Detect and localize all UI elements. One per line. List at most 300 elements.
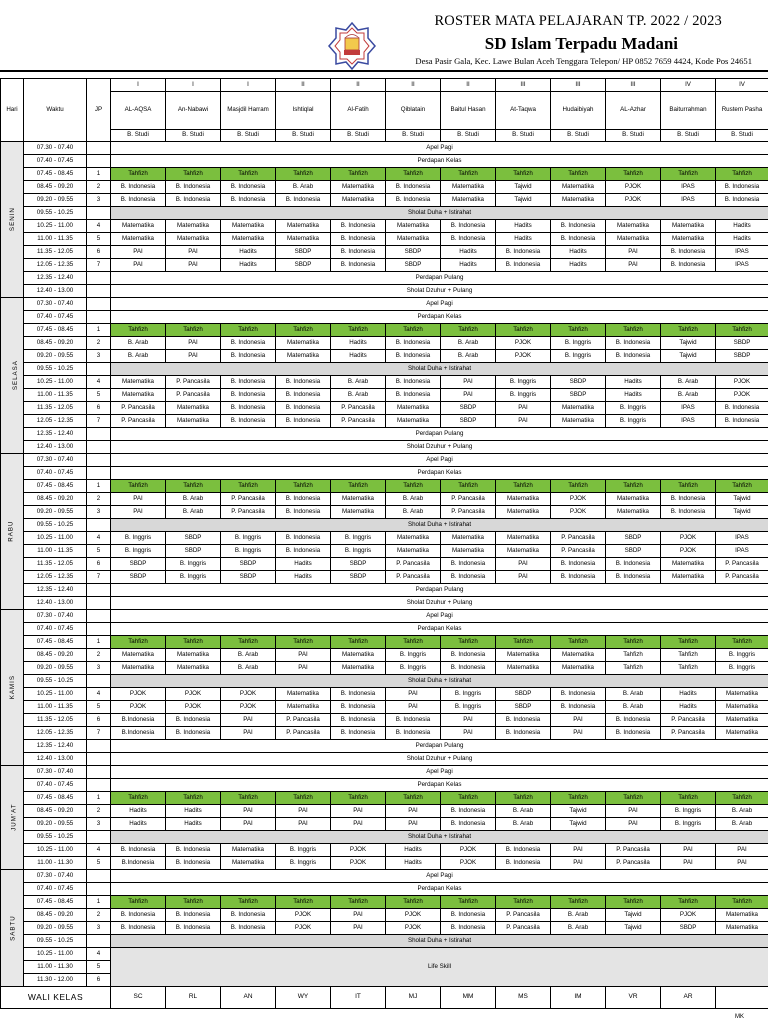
subject-cell: Hadits xyxy=(496,220,551,233)
subject-cell: Matematika xyxy=(496,662,551,675)
subject-cell: P. Pancasila xyxy=(551,532,606,545)
subject-cell: Tahfizh xyxy=(496,480,551,493)
subject-cell: B. Indonesia xyxy=(441,818,496,831)
subject-cell: Tahfizh xyxy=(606,792,661,805)
subject-cell: P. Pancasila xyxy=(441,506,496,519)
activity-note: Sholat Dzuhur + Pulang xyxy=(111,753,768,766)
schedule-row xyxy=(1,324,768,337)
schedule-row xyxy=(1,207,768,220)
schedule-row xyxy=(1,363,768,376)
subject-cell: B. Arab xyxy=(496,818,551,831)
schedule-row xyxy=(1,220,768,233)
time-slot: 09.55 - 10.25 xyxy=(24,363,87,376)
jp-cell xyxy=(87,831,111,844)
activity-note: Apel Pagi xyxy=(111,870,768,883)
subject-cell: B. Arab xyxy=(221,662,276,675)
subject-cell: Tahfizh xyxy=(166,896,221,909)
subject-cell: Hadits xyxy=(606,389,661,402)
subject-cell: PJOK xyxy=(606,181,661,194)
subject-cell: Matematika xyxy=(496,532,551,545)
subject-cell: Matematika xyxy=(386,415,441,428)
subject-cell: Matematika xyxy=(276,350,331,363)
class-level: II xyxy=(386,79,441,92)
page-header xyxy=(0,0,768,70)
subject-cell: Tahfizh xyxy=(166,168,221,181)
subject-cell: Matematika xyxy=(716,727,768,740)
schedule-row xyxy=(1,545,768,558)
subject-cell: SBDP xyxy=(716,350,768,363)
school-name: SD Islam Terpadu Madani xyxy=(484,34,678,53)
subject-cell: PAI xyxy=(276,649,331,662)
subject-cell: Matematika xyxy=(441,545,496,558)
jp-cell xyxy=(87,766,111,779)
wali-kelas-code: MM xyxy=(441,987,496,1009)
subject-cell: B. Indonesia xyxy=(331,220,386,233)
subject-cell: B. Arab xyxy=(551,909,606,922)
subject-cell: SBDP xyxy=(111,571,166,584)
class-name: At-Taqwa xyxy=(496,92,551,130)
subject-cell: B. Inggris xyxy=(111,532,166,545)
subject-cell: SBDP xyxy=(551,389,606,402)
jp-cell: 5 xyxy=(87,545,111,558)
subject-cell: IPAS xyxy=(661,181,716,194)
subject-cell: PAI xyxy=(111,506,166,519)
header-row-levels xyxy=(1,79,768,92)
day-label xyxy=(1,610,24,766)
subject-cell: B. Inggris xyxy=(716,662,768,675)
subject-cell: Matematika xyxy=(716,701,768,714)
class-level: II xyxy=(441,79,496,92)
subject-cell: Tajwid xyxy=(661,350,716,363)
jp-cell xyxy=(87,155,111,168)
subject-cell: B. Indonesia xyxy=(331,233,386,246)
subject-cell: Matematika xyxy=(441,194,496,207)
subject-cell: B. Arab xyxy=(276,181,331,194)
subject-cell: PJOK xyxy=(661,545,716,558)
time-slot: 11.35 - 12.05 xyxy=(24,558,87,571)
subject-cell: PJOK xyxy=(166,701,221,714)
subject-cell: Tahfizh xyxy=(111,636,166,649)
schedule-row xyxy=(1,142,768,155)
subject-cell: PAI xyxy=(111,246,166,259)
subject-cell: P. Pancasila xyxy=(386,571,441,584)
subject-cell: B. Indonesia xyxy=(496,844,551,857)
jp-cell xyxy=(87,467,111,480)
subject-cell: PAI xyxy=(441,727,496,740)
time-slot: 07.30 - 07.40 xyxy=(24,142,87,155)
subject-cell: B. Indonesia xyxy=(551,688,606,701)
schedule-row xyxy=(1,558,768,571)
subject-cell: Matematika xyxy=(551,662,606,675)
schedule-row xyxy=(1,272,768,285)
subject-cell: PJOK xyxy=(661,909,716,922)
subject-cell: B. Inggris xyxy=(496,389,551,402)
time-slot: 08.45 - 09.20 xyxy=(24,909,87,922)
subject-cell: SBDP xyxy=(606,545,661,558)
subject-cell: B. Indonesia xyxy=(221,181,276,194)
class-name: Masjdil Harram xyxy=(221,92,276,130)
activity-note: Perdapan Pulang xyxy=(111,428,768,441)
subject-cell: PAI xyxy=(276,662,331,675)
subject-cell: B. Indonesia xyxy=(606,350,661,363)
subject-cell: B. Indonesia xyxy=(441,220,496,233)
subject-cell: B. Arab xyxy=(661,376,716,389)
day-label xyxy=(1,454,24,610)
subject-cell: PAI xyxy=(331,922,386,935)
subject-cell: Tahfizh xyxy=(166,324,221,337)
subject-cell: Hadits xyxy=(496,233,551,246)
jp-cell: 2 xyxy=(87,181,111,194)
subject-cell: PJOK xyxy=(331,844,386,857)
activity-note: Sholat Duha + Istirahat xyxy=(111,363,768,376)
subject-cell: IPAS xyxy=(661,194,716,207)
jp-cell: 6 xyxy=(87,558,111,571)
subject-cell: P. Pancasila xyxy=(551,545,606,558)
subject-cell: Hadits xyxy=(276,571,331,584)
subject-cell: Matematika xyxy=(331,194,386,207)
jp-cell: 2 xyxy=(87,649,111,662)
schedule-row xyxy=(1,571,768,584)
subject-cell: P. Pancasila xyxy=(111,402,166,415)
subject-cell: P. Pancasila xyxy=(496,909,551,922)
subject-cell: SBDP xyxy=(496,688,551,701)
subject-cell: B. Indonesia xyxy=(606,727,661,740)
subject-cell: Tahfizh xyxy=(331,792,386,805)
subject-cell: Tahfizh xyxy=(661,480,716,493)
activity-note: Perdapan Pulang xyxy=(111,740,768,753)
subject-cell: B. Indonesia xyxy=(441,558,496,571)
subject-cell: SBDP xyxy=(551,376,606,389)
subject-cell: SBDP xyxy=(716,337,768,350)
subject-cell: B. Indonesia xyxy=(221,402,276,415)
subject-cell: Tahfizh xyxy=(716,168,768,181)
bidang-studi-label: B. Studi xyxy=(386,130,441,142)
class-name: Hudaibiyah xyxy=(551,92,606,130)
subject-cell: B. Indonesia xyxy=(166,909,221,922)
subject-cell: B. Indonesia xyxy=(551,233,606,246)
subject-cell: B. Indonesia xyxy=(331,714,386,727)
subject-cell: B. Indonesia xyxy=(166,181,221,194)
activity-note: Sholat Dzuhur + Pulang xyxy=(111,285,768,298)
time-slot: 11.35 - 12.05 xyxy=(24,246,87,259)
subject-cell: PJOK xyxy=(551,493,606,506)
time-slot: 07.40 - 07.45 xyxy=(24,883,87,896)
class-level: IV xyxy=(661,79,716,92)
time-slot: 12.35 - 12.40 xyxy=(24,584,87,597)
subject-cell: B. Arab xyxy=(441,350,496,363)
schedule-row xyxy=(1,259,768,272)
subject-cell: B. Inggris xyxy=(166,558,221,571)
schedule-row xyxy=(1,428,768,441)
subject-cell: PJOK xyxy=(276,922,331,935)
subject-cell: Hadits xyxy=(551,246,606,259)
time-slot: 12.35 - 12.40 xyxy=(24,740,87,753)
subject-cell: B. Indonesia xyxy=(441,649,496,662)
time-slot: 12.05 - 12.35 xyxy=(24,571,87,584)
subject-cell: Hadits xyxy=(276,558,331,571)
day-name: SELASA xyxy=(11,360,19,391)
subject-cell: B. Indonesia xyxy=(496,857,551,870)
subject-cell: B. Indonesia xyxy=(221,909,276,922)
subject-cell: Hadits xyxy=(386,844,441,857)
schedule-row xyxy=(1,389,768,402)
subject-cell: SBDP xyxy=(386,246,441,259)
subject-cell: PJOK xyxy=(386,909,441,922)
jp-cell: 7 xyxy=(87,415,111,428)
subject-cell: Matematika xyxy=(166,233,221,246)
subject-cell: B. Inggris xyxy=(111,545,166,558)
subject-cell: B.Indonesia xyxy=(111,727,166,740)
schedule-row xyxy=(1,909,768,922)
subject-cell: Matematika xyxy=(661,220,716,233)
subject-cell: Matematika xyxy=(111,233,166,246)
subject-cell: Tajwid xyxy=(716,493,768,506)
life-skill-block: Life Skill xyxy=(111,948,768,987)
subject-cell: B. Indonesia xyxy=(716,402,768,415)
subject-cell: B. Indonesia xyxy=(386,727,441,740)
jp-cell xyxy=(87,207,111,220)
subject-cell: IPAS xyxy=(661,415,716,428)
subject-cell: Matematika xyxy=(386,545,441,558)
subject-cell: B. Indonesia xyxy=(276,402,331,415)
subject-cell: B. Indonesia xyxy=(276,493,331,506)
schedule-row xyxy=(1,519,768,532)
subject-cell: B. Indonesia xyxy=(221,389,276,402)
jp-cell: 7 xyxy=(87,571,111,584)
subject-cell: B. Inggris xyxy=(441,701,496,714)
class-level: I xyxy=(221,79,276,92)
subject-cell: Hadits xyxy=(166,805,221,818)
subject-cell: SBDP xyxy=(441,402,496,415)
subject-cell: Hadits xyxy=(551,259,606,272)
subject-cell: PJOK xyxy=(221,701,276,714)
schedule-row xyxy=(1,688,768,701)
schedule-row xyxy=(1,454,768,467)
time-slot: 09.20 - 09.55 xyxy=(24,818,87,831)
schedule-row xyxy=(1,415,768,428)
schedule-row xyxy=(1,311,768,324)
subject-cell: Tahfizh xyxy=(386,792,441,805)
subject-cell: B. Indonesia xyxy=(331,688,386,701)
subject-cell: Matematika xyxy=(716,909,768,922)
subject-cell: B. Indonesia xyxy=(166,857,221,870)
subject-cell: Tahfizh xyxy=(331,636,386,649)
jp-cell xyxy=(87,441,111,454)
schedule-row xyxy=(1,402,768,415)
time-slot: 07.45 - 08.45 xyxy=(24,636,87,649)
activity-note: Perdapan Kelas xyxy=(111,883,768,896)
subject-cell: B. Indonesia xyxy=(441,922,496,935)
subject-cell: B. Indonesia xyxy=(276,545,331,558)
subject-cell: Matematika xyxy=(386,220,441,233)
subject-cell: B.Indonesia xyxy=(111,714,166,727)
subject-cell: P. Pancasila xyxy=(221,493,276,506)
subject-cell: Matematika xyxy=(331,662,386,675)
subject-cell: Matematika xyxy=(166,415,221,428)
jp-cell xyxy=(87,272,111,285)
subject-cell: PAI xyxy=(496,415,551,428)
subject-cell: P. Pancasila xyxy=(716,571,768,584)
subject-cell: PJOK xyxy=(441,857,496,870)
jp-header: JP xyxy=(87,79,111,142)
jp-cell: 3 xyxy=(87,922,111,935)
subject-cell: B. Indonesia xyxy=(551,571,606,584)
jp-cell: 2 xyxy=(87,337,111,350)
time-slot: 12.40 - 13.00 xyxy=(24,285,87,298)
subject-cell: B. Indonesia xyxy=(386,181,441,194)
jp-cell: 4 xyxy=(87,844,111,857)
subject-cell: B. Indonesia xyxy=(221,337,276,350)
time-slot: 12.40 - 13.00 xyxy=(24,441,87,454)
time-slot: 08.45 - 09.20 xyxy=(24,493,87,506)
time-slot: 07.30 - 07.40 xyxy=(24,870,87,883)
subject-cell: P. Pancasila xyxy=(661,714,716,727)
subject-cell: B. Inggris xyxy=(661,805,716,818)
jp-cell: 5 xyxy=(87,961,111,974)
schedule-row xyxy=(1,441,768,454)
subject-cell: Tahfizh xyxy=(496,636,551,649)
bidang-studi-label: B. Studi xyxy=(496,130,551,142)
subject-cell: Tahfizh xyxy=(221,636,276,649)
schedule-row xyxy=(1,285,768,298)
subject-cell: B. Indonesia xyxy=(441,909,496,922)
bidang-studi-label: B. Studi xyxy=(661,130,716,142)
subject-cell: Matematika xyxy=(221,220,276,233)
subject-cell: SBDP xyxy=(276,259,331,272)
time-slot: 09.55 - 10.25 xyxy=(24,935,87,948)
subject-cell: Tahfizh xyxy=(551,792,606,805)
time-slot: 11.00 - 11.35 xyxy=(24,389,87,402)
subject-cell: Matematika xyxy=(276,337,331,350)
subject-cell: Hadits xyxy=(716,233,768,246)
activity-note: Perdapan Kelas xyxy=(111,623,768,636)
time-slot: 07.30 - 07.40 xyxy=(24,298,87,311)
subject-cell: PAI xyxy=(496,402,551,415)
wali-kelas-code: MJ xyxy=(386,987,441,1009)
jp-cell xyxy=(87,883,111,896)
time-slot: 07.45 - 08.45 xyxy=(24,480,87,493)
jp-cell: 3 xyxy=(87,818,111,831)
time-slot: 11.30 - 12.00 xyxy=(24,974,87,987)
class-level: III xyxy=(496,79,551,92)
subject-cell: IPAS xyxy=(716,545,768,558)
subject-cell: Matematika xyxy=(551,649,606,662)
subject-cell: SBDP xyxy=(331,571,386,584)
jp-cell: 1 xyxy=(87,792,111,805)
subject-cell: Matematika xyxy=(111,649,166,662)
subject-cell: P. Pancasila xyxy=(111,415,166,428)
jp-cell: 4 xyxy=(87,532,111,545)
subject-cell: Matematika xyxy=(276,701,331,714)
subject-cell: Hadits xyxy=(441,259,496,272)
subject-cell: IPAS xyxy=(716,532,768,545)
time-slot: 07.45 - 08.45 xyxy=(24,896,87,909)
jp-cell xyxy=(87,428,111,441)
subject-cell: Matematika xyxy=(606,220,661,233)
subject-cell: Matematika xyxy=(716,688,768,701)
subject-cell: Tahfizh xyxy=(221,324,276,337)
subject-cell: SBDP xyxy=(221,558,276,571)
activity-note: Perdapan Kelas xyxy=(111,467,768,480)
jp-cell: 3 xyxy=(87,662,111,675)
subject-cell: Tahfizh xyxy=(551,896,606,909)
activity-note: Perdapan Pulang xyxy=(111,272,768,285)
wali-kelas-code: VR xyxy=(606,987,661,1009)
bidang-studi-label: B. Studi xyxy=(276,130,331,142)
subject-cell: Matematika xyxy=(441,181,496,194)
subject-cell: B. Indonesia xyxy=(551,558,606,571)
subject-cell: B. Indonesia xyxy=(276,194,331,207)
subject-cell: P. Pancasila xyxy=(386,558,441,571)
bidang-studi-label: B. Studi xyxy=(551,130,606,142)
class-name: Ishtiqlal xyxy=(276,92,331,130)
subject-cell: Tahfizh xyxy=(716,896,768,909)
schedule-row xyxy=(1,480,768,493)
time-slot: 10.25 - 11.00 xyxy=(24,220,87,233)
subject-cell: Tahfizh xyxy=(111,324,166,337)
subject-cell: P. Pancasila xyxy=(166,376,221,389)
jp-cell: 5 xyxy=(87,857,111,870)
subject-cell: Tahfizh xyxy=(221,168,276,181)
jp-cell: 6 xyxy=(87,402,111,415)
subject-cell: Tahfizh xyxy=(551,168,606,181)
schedule-row xyxy=(1,376,768,389)
subject-cell: PAI xyxy=(606,805,661,818)
subject-cell: B. Arab xyxy=(606,701,661,714)
time-slot: 10.25 - 11.00 xyxy=(24,376,87,389)
header-row-subject-label xyxy=(1,130,768,142)
activity-note: Perdapan Pulang xyxy=(111,584,768,597)
subject-cell: B. Indonesia xyxy=(386,337,441,350)
subject-cell: Tahfizh xyxy=(496,324,551,337)
subject-cell: B. Inggris xyxy=(276,844,331,857)
jp-cell: 7 xyxy=(87,727,111,740)
subject-cell: Matematika xyxy=(276,688,331,701)
class-name: Baitul Hasan xyxy=(441,92,496,130)
schedule-row xyxy=(1,675,768,688)
subject-cell: B. Inggris xyxy=(331,545,386,558)
schedule-row xyxy=(1,870,768,883)
jp-cell: 3 xyxy=(87,350,111,363)
subject-cell: B. Indonesia xyxy=(496,714,551,727)
bidang-studi-label: B. Studi xyxy=(221,130,276,142)
subject-cell: B. Indonesia xyxy=(661,506,716,519)
time-slot: 07.45 - 08.45 xyxy=(24,168,87,181)
time-slot: 07.30 - 07.40 xyxy=(24,766,87,779)
subject-cell: Tajwid xyxy=(551,805,606,818)
school-logo-icon xyxy=(327,21,377,71)
subject-cell: Matematika xyxy=(386,532,441,545)
subject-cell: B. Arab xyxy=(496,805,551,818)
subject-cell: B. Indonesia xyxy=(441,233,496,246)
wali-kelas-code: AR xyxy=(661,987,716,1009)
activity-note: Apel Pagi xyxy=(111,298,768,311)
subject-cell: B. Indonesia xyxy=(111,909,166,922)
subject-cell: PJOK xyxy=(661,532,716,545)
time-slot: 07.40 - 07.45 xyxy=(24,623,87,636)
subject-cell: Tahfizh xyxy=(606,480,661,493)
schedule-row xyxy=(1,922,768,935)
schedule-row xyxy=(1,532,768,545)
jp-cell: 3 xyxy=(87,194,111,207)
subject-cell: Matematika xyxy=(221,233,276,246)
subject-cell: Tahfizh xyxy=(166,636,221,649)
subject-cell: PJOK xyxy=(111,701,166,714)
subject-cell: PAI xyxy=(716,844,768,857)
subject-cell: Matematika xyxy=(496,545,551,558)
jp-cell: 5 xyxy=(87,701,111,714)
subject-cell: Tahfizh xyxy=(716,480,768,493)
